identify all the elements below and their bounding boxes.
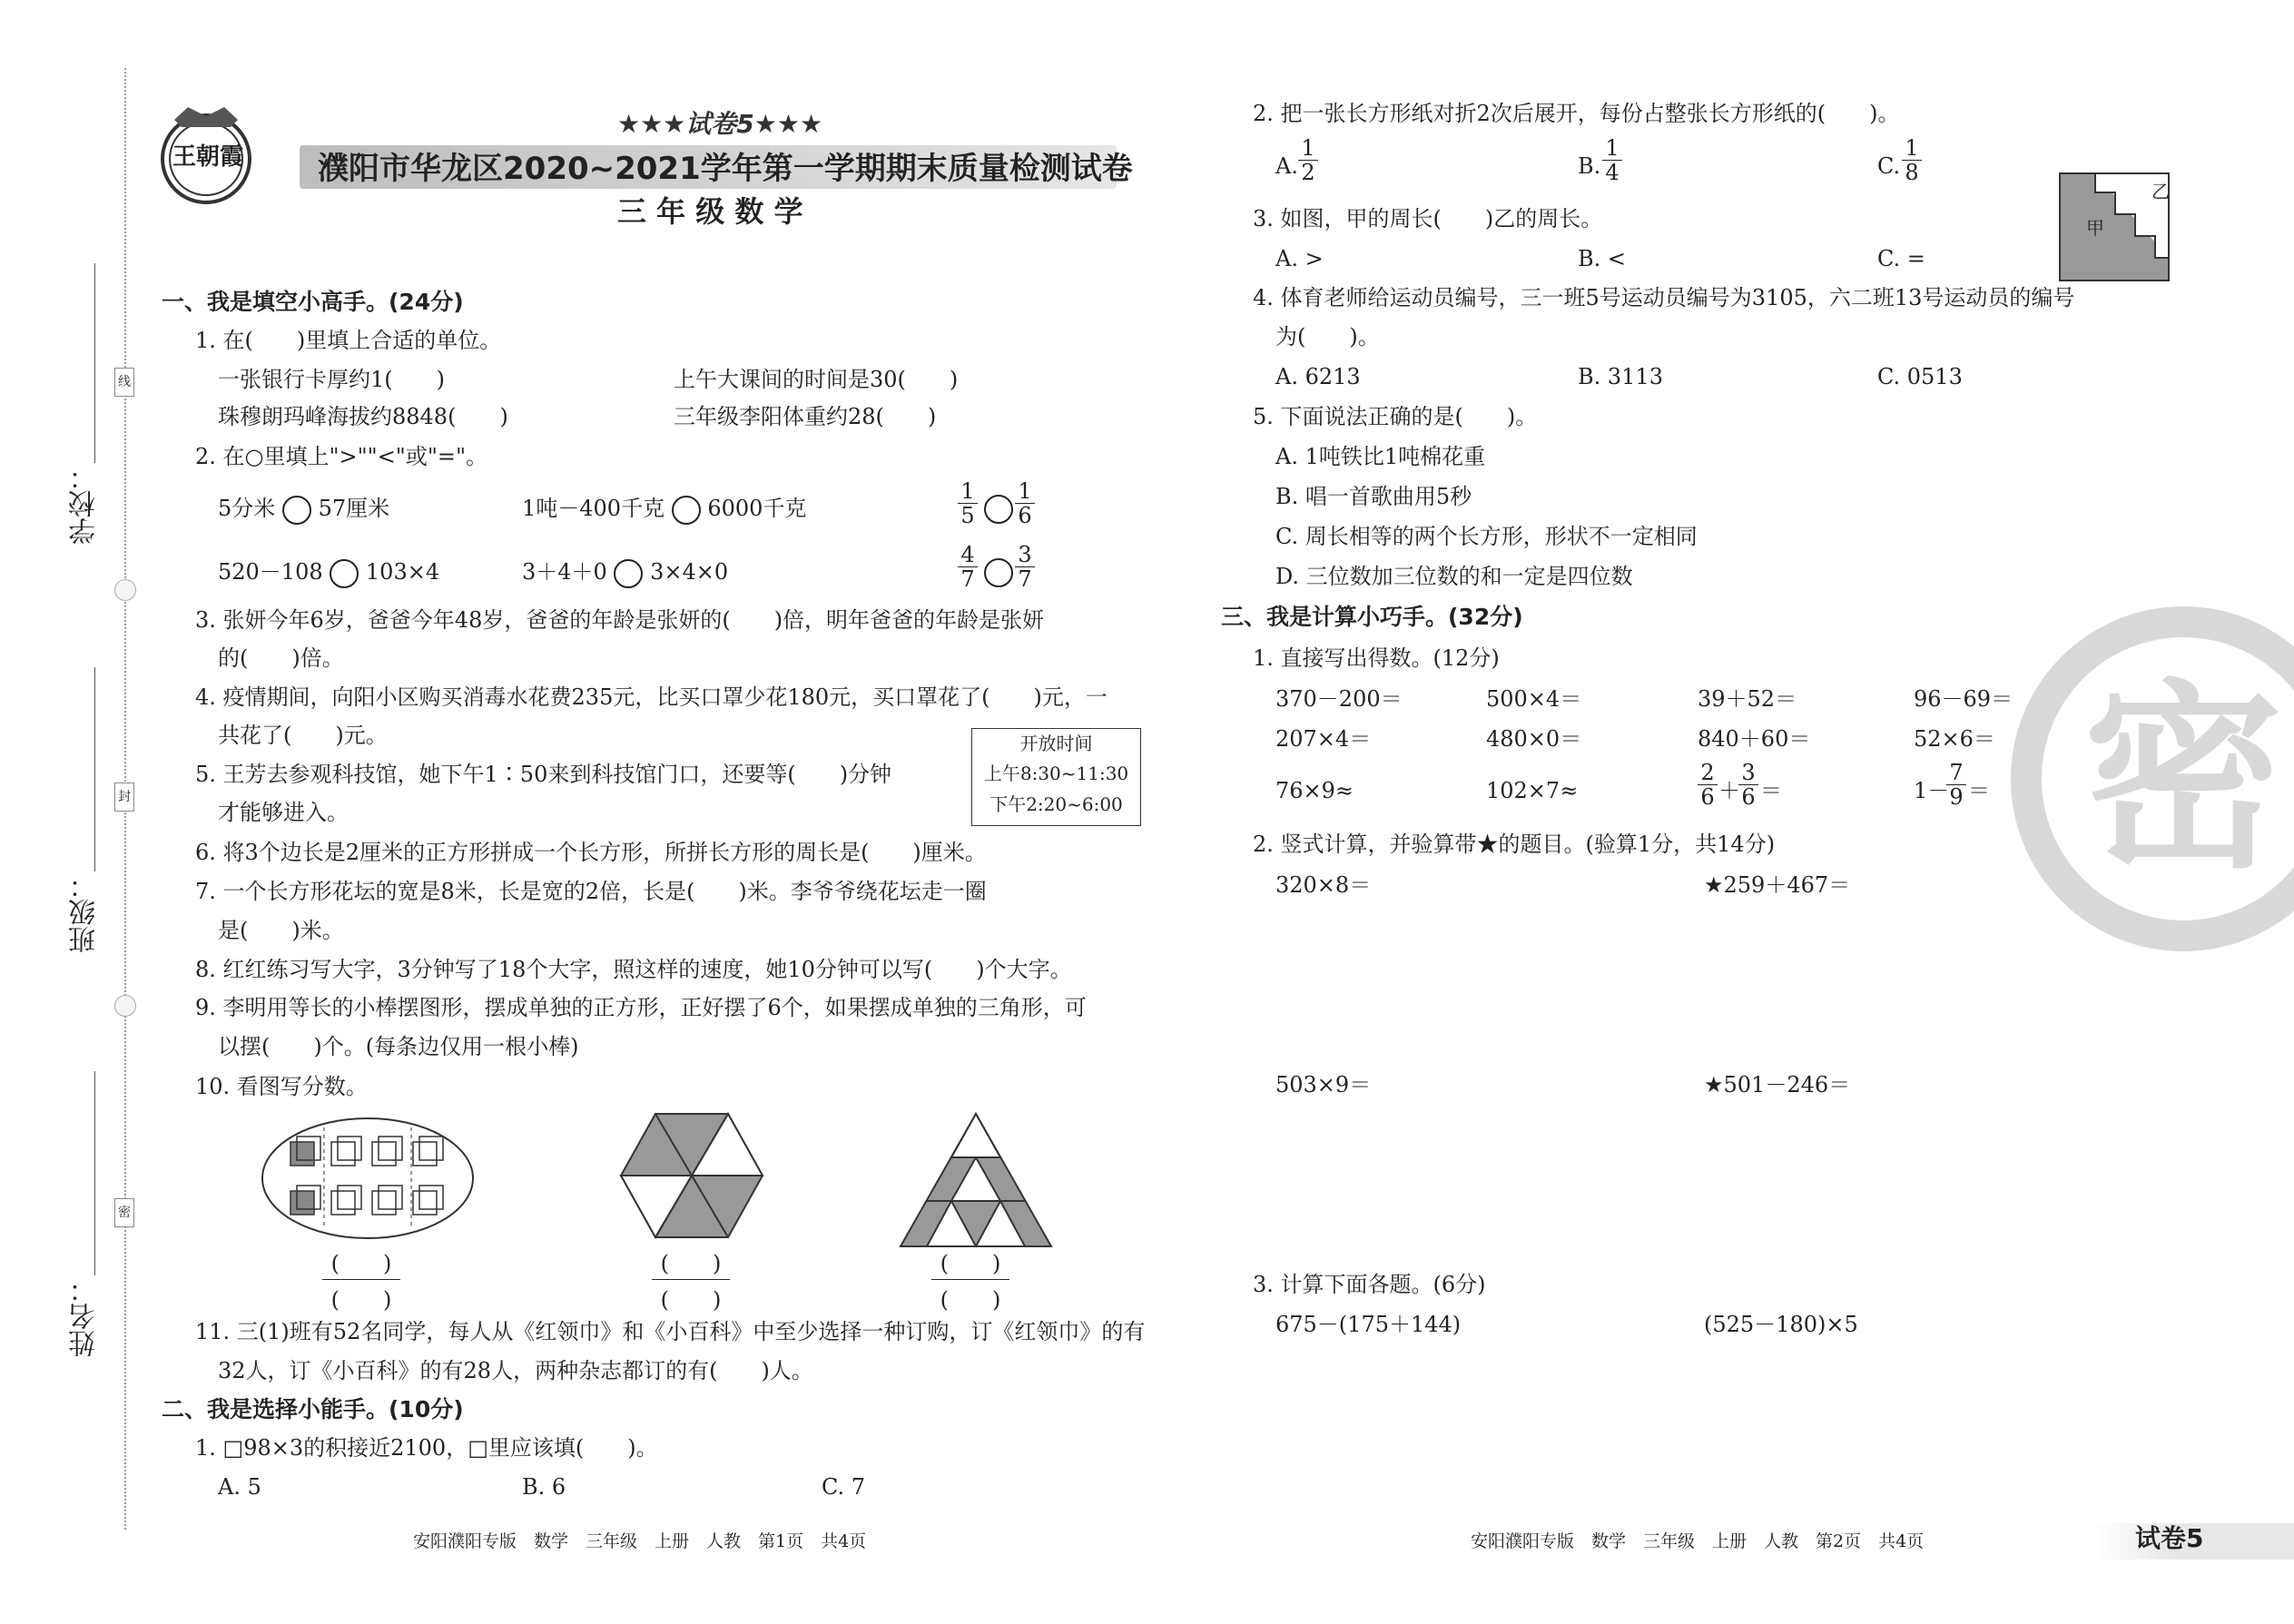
- c2-option-b[interactable]: B.: [1578, 153, 1601, 179]
- binding-hole-icon: [114, 579, 136, 601]
- c3-option-a[interactable]: A. >: [1275, 246, 1324, 271]
- right-footer: 安阳濮阳专版 数学 三年级 上册 人教 第2页 共4页: [1471, 1531, 1925, 1551]
- fraction: 2 6: [1698, 761, 1718, 809]
- c3-option-b[interactable]: B. <: [1578, 246, 1627, 271]
- opening-hours-box: [971, 728, 1141, 826]
- q4-line1: 4. 疫情期间，向阳小区购买消毒水花费235元，比买口罩少花180元，买口罩花了( )元，一: [195, 684, 1108, 710]
- exam-subtitle: 三 年 级 数 学: [617, 194, 803, 229]
- c2-option-a[interactable]: A.: [1275, 153, 1298, 179]
- k1-item: 52×6＝: [1914, 726, 1995, 752]
- k1-item: 840＋60＝: [1698, 726, 1811, 752]
- c4-option-a[interactable]: A. 6213: [1275, 364, 1361, 389]
- c2-text: 2. 把一张长方形纸对折2次后展开，每份占整张长方形纸的( )。: [1253, 101, 1900, 126]
- q6-text: 6. 将3个边长是2厘米的正方形拼成一个长方形，所拼长方形的周长是( )厘米。: [195, 840, 987, 865]
- corner-tag: 试卷5: [2135, 1523, 2204, 1553]
- section-2-heading: 二、我是选择小能手。(10分): [162, 1396, 464, 1422]
- q1d: 三年级李阳体重约28( ): [674, 404, 937, 429]
- compare-circle[interactable]: [282, 496, 311, 525]
- compare-circle[interactable]: [330, 559, 359, 588]
- fraction: 1 4: [1602, 136, 1622, 184]
- k2-item: 320×8＝: [1275, 872, 1372, 898]
- k1-text: 1. 直接写出得数。(12分): [1253, 645, 1500, 671]
- fraction: 1 5: [958, 479, 978, 527]
- k2-item: 503×9＝: [1275, 1072, 1372, 1097]
- fraction: 3 6: [1738, 761, 1758, 809]
- left-footer: 安阳濮阳专版 数学 三年级 上册 人教 第1页 共4页: [413, 1531, 867, 1551]
- q7-line2: 是( )米。: [218, 918, 344, 943]
- class-label: 班级：: [69, 871, 101, 953]
- section-3-heading: 三、我是计算小巧手。(32分): [1221, 604, 1523, 630]
- q2-text: 2. 在○里填上">""<"或"="。: [195, 444, 488, 469]
- k1-item: 500×4＝: [1486, 686, 1582, 712]
- fraction: 1 8: [1902, 136, 1922, 184]
- k2-item: ★259＋467＝: [1704, 872, 1851, 898]
- c4-option-c[interactable]: C. 0513: [1877, 364, 1963, 389]
- fraction-answer[interactable]: ( ) ( ): [931, 1245, 1009, 1314]
- k1-item: 102×7≈: [1486, 778, 1579, 803]
- c3-text: 3. 如图，甲的周长( )乙的周长。: [1253, 206, 1603, 231]
- compare-circle[interactable]: [672, 496, 701, 525]
- q4-line2: 共花了( )元。: [218, 723, 388, 748]
- hexagon-figure: [619, 1112, 764, 1239]
- compare-circle[interactable]: [984, 495, 1013, 524]
- exam-title: 濮阳市华龙区2020~2021学年第一学期期末质量检测试卷: [318, 151, 1133, 187]
- binding-mark-line: 线: [114, 368, 134, 397]
- binding-mark-seal: 封: [114, 782, 134, 812]
- c5-option-b[interactable]: B. 唱一首歌曲用5秒: [1275, 484, 1472, 509]
- k3-item: 675－(175＋144): [1275, 1312, 1462, 1337]
- k2-text: 2. 竖式计算，并验算带★的题目。(验算1分，共14分): [1253, 832, 1776, 857]
- c1-text: 1. □98×3的积接近2100，□里应该填( )。: [195, 1435, 658, 1461]
- q8-text: 8. 红红练习写大字，3分钟写了18个大字，照这样的速度，她10分钟可以写( )个大字。: [195, 957, 1072, 982]
- opening-hours-am: 上午8:30~11:30: [983, 763, 1129, 784]
- k1-item: 39＋52＝: [1698, 686, 1797, 712]
- q5-line2: 才能够进入。: [218, 800, 349, 825]
- name-label: 姓名：: [69, 1275, 101, 1357]
- c5-text: 5. 下面说法正确的是( )。: [1253, 404, 1538, 429]
- c4-option-b[interactable]: B. 3113: [1578, 364, 1663, 389]
- opening-hours-pm: 下午2:20~6:00: [989, 793, 1123, 815]
- section-1-heading: 一、我是填空小高手。(24分): [162, 289, 464, 315]
- logo-text: 王朝霞: [172, 143, 244, 171]
- equals-sign: ＝: [1968, 778, 1990, 803]
- series-tag: ★★★试卷5★★★: [617, 109, 823, 139]
- q1a: 一张银行卡厚约1( ): [218, 367, 445, 392]
- q2-item: 3＋4＋0 3×4×0: [522, 558, 728, 588]
- q10-text: 10. 看图写分数。: [195, 1074, 368, 1099]
- k1-item: 480×0＝: [1486, 726, 1582, 752]
- binding-mark-secret: 密: [114, 1198, 134, 1227]
- k2-item: ★501－246＝: [1704, 1072, 1851, 1097]
- k1-item: 370－200＝: [1275, 686, 1403, 712]
- q2-item: 520－108 103×4: [218, 558, 439, 588]
- c5-option-d[interactable]: D. 三位数加三位数的和一定是四位数: [1275, 564, 1633, 589]
- fraction: 4 7: [958, 543, 978, 591]
- compare-circle[interactable]: [614, 559, 643, 588]
- fraction: 3 7: [1015, 543, 1035, 591]
- q7-line1: 7. 一个长方形花坛的宽是8米，长是宽的2倍，长是( )米。李爷爷绕花坛走一圈: [195, 879, 987, 904]
- fraction: 1 2: [1298, 136, 1318, 184]
- q1b: 上午大课间的时间是30( ): [674, 367, 959, 392]
- k3-item: (525－180)×5: [1704, 1312, 1858, 1337]
- school-field[interactable]: [94, 263, 95, 463]
- c3-option-c[interactable]: C. =: [1877, 246, 1925, 271]
- c2-option-c[interactable]: C.: [1877, 153, 1901, 179]
- c4-line1: 4. 体育老师给运动员编号，三一班5号运动员编号为3105，六二班13号运动员的编号: [1253, 285, 2075, 310]
- plus-sign: ＋: [1718, 778, 1740, 803]
- perimeter-label-b: 乙: [2151, 181, 2170, 202]
- q5-line1: 5. 王芳去参观科技馆，她下午1∶50来到科技馆门口，还要等( )分钟: [195, 762, 892, 787]
- perimeter-label-a: 甲: [2086, 217, 2104, 239]
- compare-circle[interactable]: [984, 558, 1013, 587]
- k1-item: 1－: [1914, 778, 1950, 803]
- fraction-answer[interactable]: ( ) ( ): [652, 1245, 730, 1314]
- fraction-answer[interactable]: ( ) ( ): [322, 1245, 400, 1314]
- c1-option-a[interactable]: A. 5: [218, 1474, 261, 1500]
- q3-line1: 3. 张妍今年6岁，爸爸今年48岁，爸爸的年龄是张妍的( )倍，明年爸爸的年龄是张妍: [195, 607, 1045, 633]
- fraction: 7 9: [1946, 761, 1966, 809]
- c4-line2: 为( )。: [1275, 324, 1380, 349]
- q11-line2: 32人，订《小百科》的有28人，两种杂志都订的有( )人。: [218, 1358, 813, 1383]
- c5-option-a[interactable]: A. 1吨铁比1吨棉花重: [1275, 444, 1486, 469]
- k1-item: 96－69＝: [1914, 686, 2013, 712]
- opening-hours-title: 开放时间: [1019, 733, 1093, 754]
- q1-text: 1. 在( )里填上合适的单位。: [195, 328, 502, 353]
- q2-item: 1吨－400千克 6000千克: [522, 495, 806, 525]
- class-field[interactable]: [94, 667, 95, 871]
- cubes-figure: [259, 1115, 477, 1242]
- name-field[interactable]: [94, 1071, 95, 1275]
- k1-item: 76×9≈: [1275, 778, 1354, 803]
- binding-hole-icon: [114, 995, 136, 1017]
- triangle-figure: [899, 1112, 1053, 1248]
- c5-option-c[interactable]: C. 周长相等的两个长方形，形状不一定相同: [1275, 524, 1698, 549]
- c1-option-c[interactable]: C. 7: [822, 1474, 866, 1500]
- k3-text: 3. 计算下面各题。(6分): [1253, 1272, 1486, 1297]
- q3-line2: 的( )倍。: [218, 645, 344, 671]
- k1-item: 207×4＝: [1275, 726, 1372, 752]
- q9-line1: 9. 李明用等长的小棒摆图形，摆成单独的正方形，正好摆了6个，如果摆成单独的三角形，可: [195, 995, 1087, 1020]
- school-label: 学校：: [69, 463, 101, 545]
- fraction: 1 6: [1015, 479, 1035, 527]
- q11-line1: 11. 三(1)班有52名同学，每人从《红领巾》和《小百科》中至少选择一种订购，订《红领巾》的有: [195, 1319, 1146, 1344]
- q2-item: 5分米 57厘米: [218, 495, 389, 525]
- c1-option-b[interactable]: B. 6: [522, 1474, 566, 1500]
- q1c: 珠穆朗玛峰海拔约8848( ): [218, 404, 508, 429]
- q9-line2: 以摆( )个。(每条边仅用一根小棒): [218, 1034, 579, 1059]
- secret-stamp-icon: 密: [2011, 606, 2294, 951]
- equals-sign: ＝: [1760, 778, 1782, 803]
